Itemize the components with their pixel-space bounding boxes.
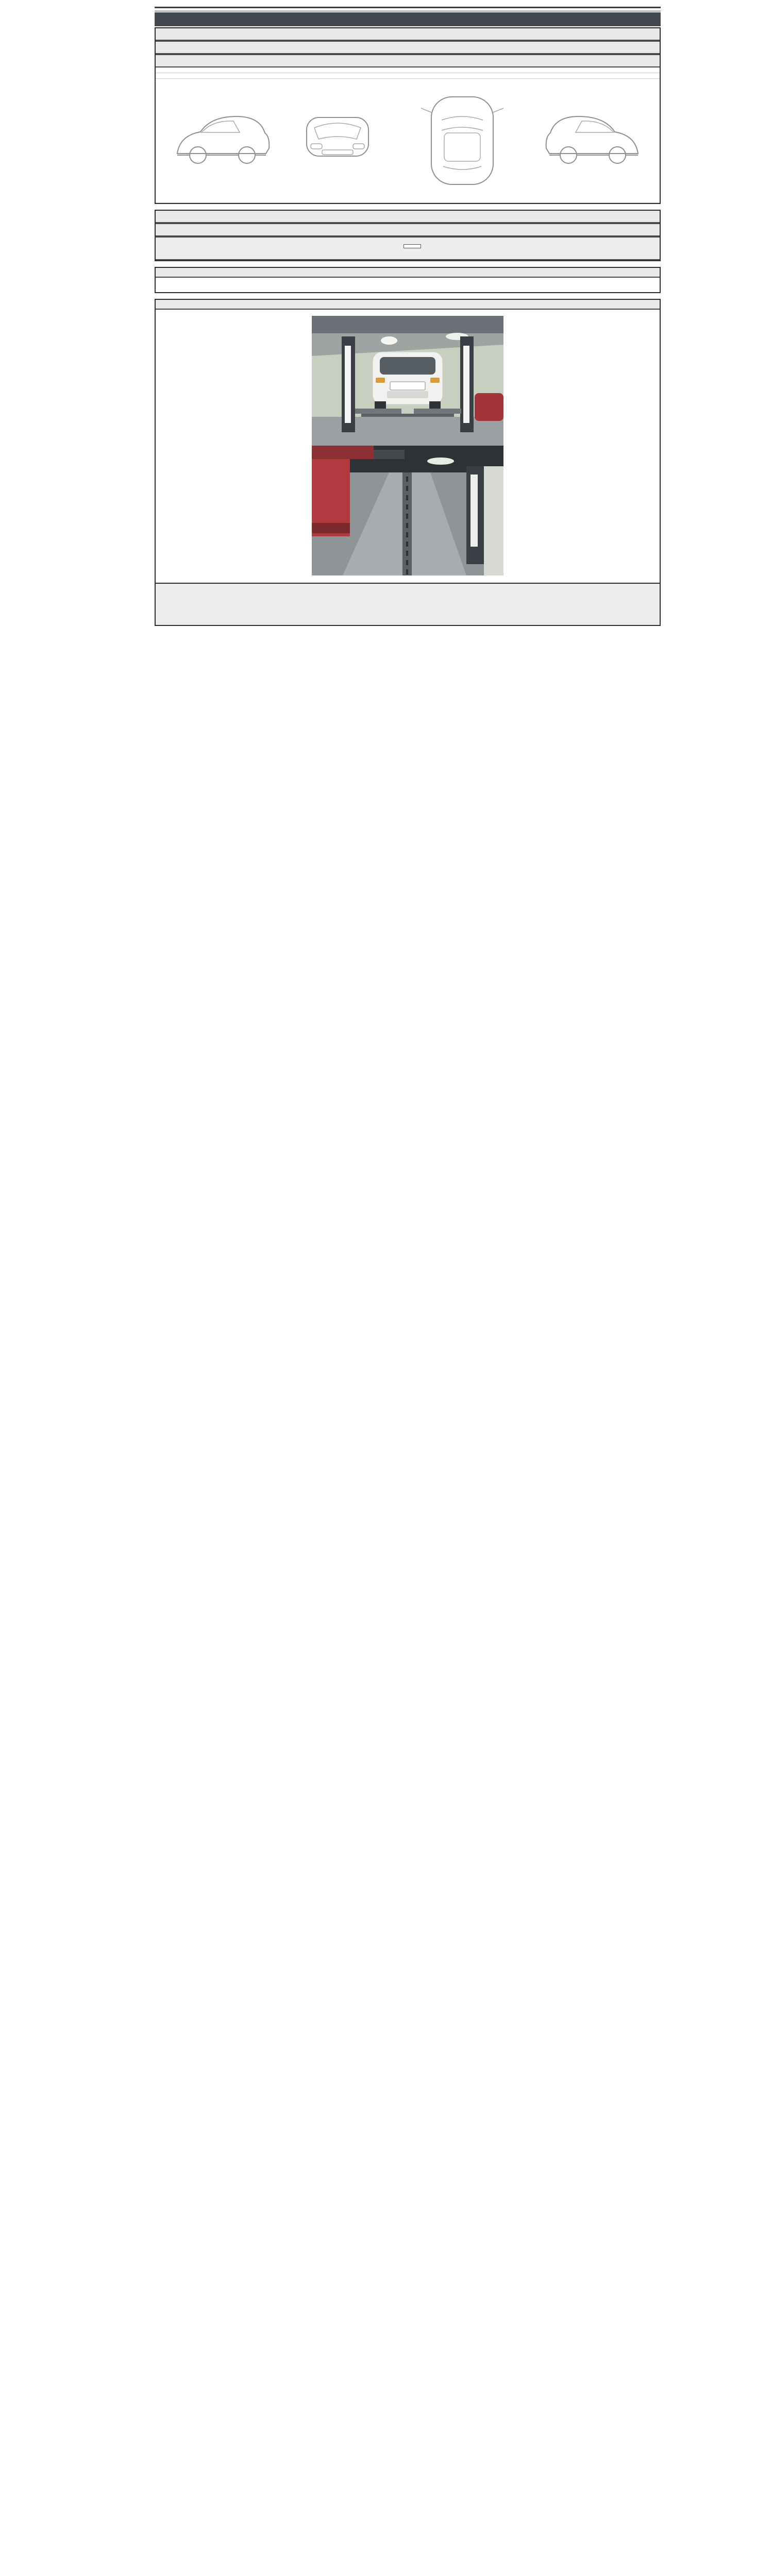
legend-note xyxy=(156,73,660,79)
signature-band[interactable] xyxy=(156,584,660,625)
photos-area xyxy=(156,310,660,584)
car-diagram-front-icon xyxy=(294,94,381,187)
inspection-photo-underbody xyxy=(312,446,503,575)
overall-header xyxy=(156,41,660,54)
car-diagram-side-left-icon xyxy=(170,94,273,187)
status-code-legend xyxy=(156,67,660,73)
photos-header xyxy=(156,300,660,310)
section-notice xyxy=(155,267,661,293)
final-price-amount xyxy=(404,244,421,248)
section-page1 xyxy=(155,27,661,204)
form-content xyxy=(155,12,661,632)
page-mark-4 xyxy=(155,293,661,298)
section-photos xyxy=(155,299,661,626)
header-band xyxy=(155,12,661,26)
section-page2 xyxy=(155,210,661,261)
page-mark-3 xyxy=(155,261,661,266)
accident-header xyxy=(156,54,660,67)
notice-header xyxy=(156,268,660,278)
car-diagram-top-icon xyxy=(403,92,522,190)
final-price-band xyxy=(156,236,660,259)
signature-label xyxy=(171,590,644,591)
page-mark-2 xyxy=(155,204,661,209)
basic-info-header xyxy=(156,28,660,41)
top-rule xyxy=(155,7,661,11)
car-diagrams xyxy=(156,79,660,203)
notice-body xyxy=(156,278,660,292)
inspection-photo-lift xyxy=(312,316,503,446)
car-diagram-side-right-icon xyxy=(543,94,646,187)
remarks-table xyxy=(156,259,660,260)
other-header xyxy=(156,223,660,236)
detail-header xyxy=(156,211,660,223)
